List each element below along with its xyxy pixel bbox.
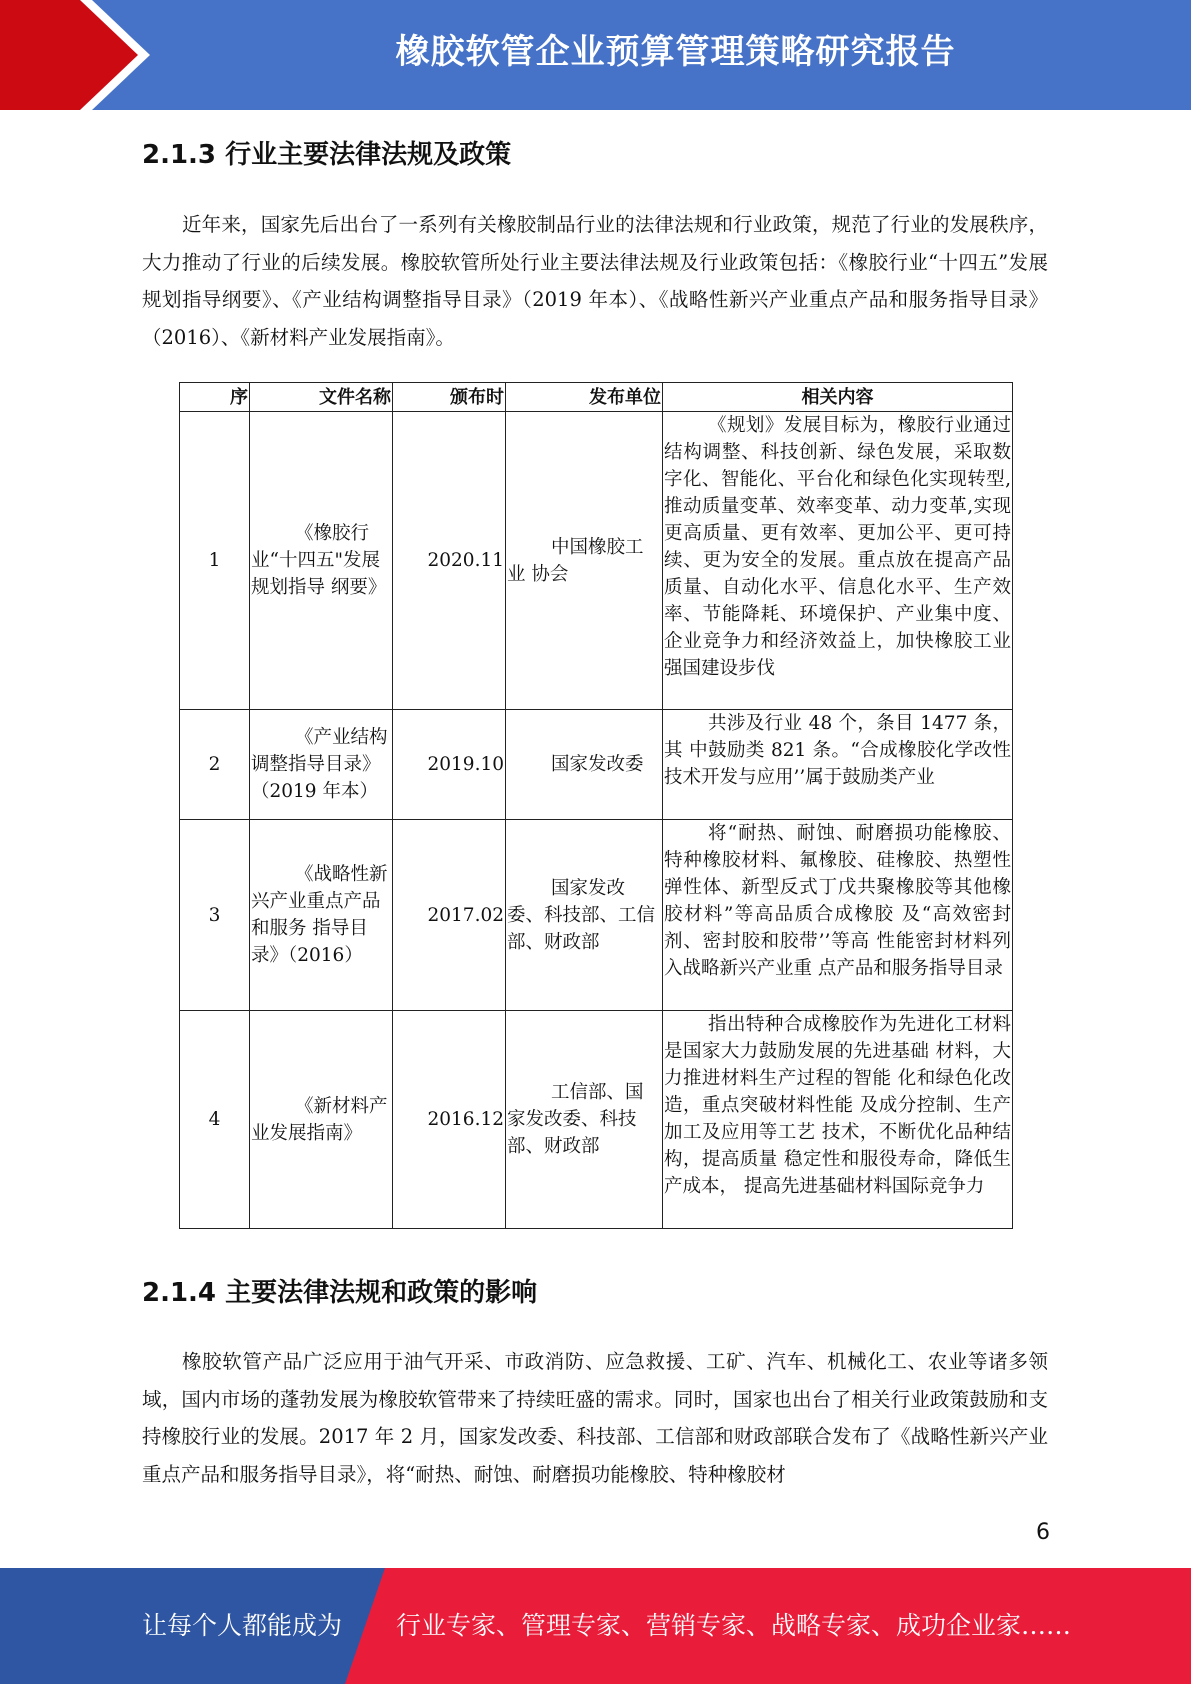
header-cell-name: 文件名称 [250,383,393,412]
related-content: 共涉及行业 48 个，条目 1477 条，其 中鼓励类 821 条。“合成橡胶化学改性技术开发与应用’’属于鼓励类产业 [663,710,1013,820]
header-red-arrow [0,0,160,110]
footer-slogan-left: 让每个人都能成为 [142,1611,343,1640]
issue-date: 2017.02 [393,820,506,1011]
issuing-organization: 工信部、国家发改委、科技 部、财政部 [506,1011,663,1229]
policy-table [179,382,1013,1229]
page-number: 6 [1036,1520,1050,1545]
section-heading-2-1-3: 2.1.3 行业主要法律法规及政策 [142,140,512,170]
issue-date: 2019.10 [393,710,506,820]
related-content: 指出特种合成橡胶作为先进化工材料是国家大力鼓励发展的先进基础 材料，大力推进材料生产过程的智能 化和绿色化改造，重点突破材料性能 及成分控制、生产加工及应用等工艺 技术，不断优化品种结构，提高质量 稳定性和服役寿命，降低生产成本， 提高先进基础材料国际竞争力 [663,1011,1013,1229]
header-cell-date: 颁布时 [393,383,506,412]
row-number: 3 [180,820,250,1011]
header-cell-index: 序 [180,383,250,412]
section-paragraph-2-1-4: 橡胶软管产品广泛应用于油气开采、市政消防、应急救援、工矿、汽车、机械化工、农业等诸多领域，国内市场的蓬勃发展为橡胶软管带来了持续旺盛的需求。同时，国家也出台了相关行业政策鼓励和支持橡胶行业的发展。2017 年 2 月，国家发改委、科技部、工信部和财政部联合发布了《战略性新兴产业重点产品和服务指导目录》，将“耐热、耐蚀、耐磨损功能橡胶、特种橡胶材 [142,1350,1048,1486]
document-name: 《产业结构 调整指导目录》（2019 年本） [250,710,393,820]
issuing-organization: 国家发改委 [506,710,663,820]
document-name: 《橡胶行业“十四五"发展规划指导 纲要》 [250,412,393,710]
page-footer [0,1568,1191,1684]
row-number: 2 [180,710,250,820]
issue-date: 2020.11 [393,412,506,710]
row-number: 4 [180,1011,250,1229]
table-row [180,820,1013,1011]
table-row [180,710,1013,820]
related-content: 《规划》发展目标为，橡胶行业通过 结构调整、科技创新、绿色发展，采取数字化、智能化、平台化和绿色化实现转型,推动质量变革、效率变革、动力变革,实现更高质量、更有效率、更加公平、更可持续、更为安全的发展。重点放在提高产品质量、自动化水平、信息化水平、生产效率、节能降耗、环境保护、产业集中度、企业竞争力和经济效益上，加快橡胶工业强国建设步伐 [663,412,1013,710]
document-name: 《战略性新 兴产业重点产品和服务 指导目录》（2016） [250,820,393,1011]
table-header-row [180,383,1013,412]
table-row [180,412,1013,710]
issuing-organization: 国家发改委、科技部、工信 部、财政部 [506,820,663,1011]
row-number: 1 [180,412,250,710]
related-content: 将“耐热、耐蚀、耐磨损功能橡胶、特种橡胶材料、氟橡胶、硅橡胶、热塑性弹性体、新型反式丁戊共聚橡胶等其他橡胶材料”等高品质合成橡胶 及“高效密封剂、密封胶和胶带’’等高 性能密封材料列入战略新兴产业重 点产品和服务指导目录 [663,820,1013,1011]
footer-slogan-right: 行业专家、管理专家、营销专家、战略专家、成功企业家…… [396,1611,1072,1640]
section-paragraph-2-1-3: 近年来，国家先后出台了一系列有关橡胶制品行业的法律法规和行业政策，规范了行业的发展秩序，大力推动了行业的后续发展。橡胶软管所处行业主要法律法规及行业政策包括：《橡胶行业“十四五”发展规划指导纲要》、《产业结构调整指导目录》（2019 年本）、《战略性新兴产业重点产品和服务指导目录》（2016）、《新材料产业发展指南》。 [142,213,1048,349]
table-row [180,1011,1013,1229]
report-title: 橡胶软管企业预算管理策略研究报告 [395,32,956,72]
section-heading-2-1-4: 2.1.4 主要法律法规和政策的影响 [142,1278,538,1308]
issue-date: 2016.12 [393,1011,506,1229]
header-cell-content: 相关内容 [663,383,1013,412]
issuing-organization: 中国橡胶工业 协会 [506,412,663,710]
page-header [0,0,1191,110]
document-name: 《新材料产 业发展指南》 [250,1011,393,1229]
header-cell-org: 发布单位 [506,383,663,412]
